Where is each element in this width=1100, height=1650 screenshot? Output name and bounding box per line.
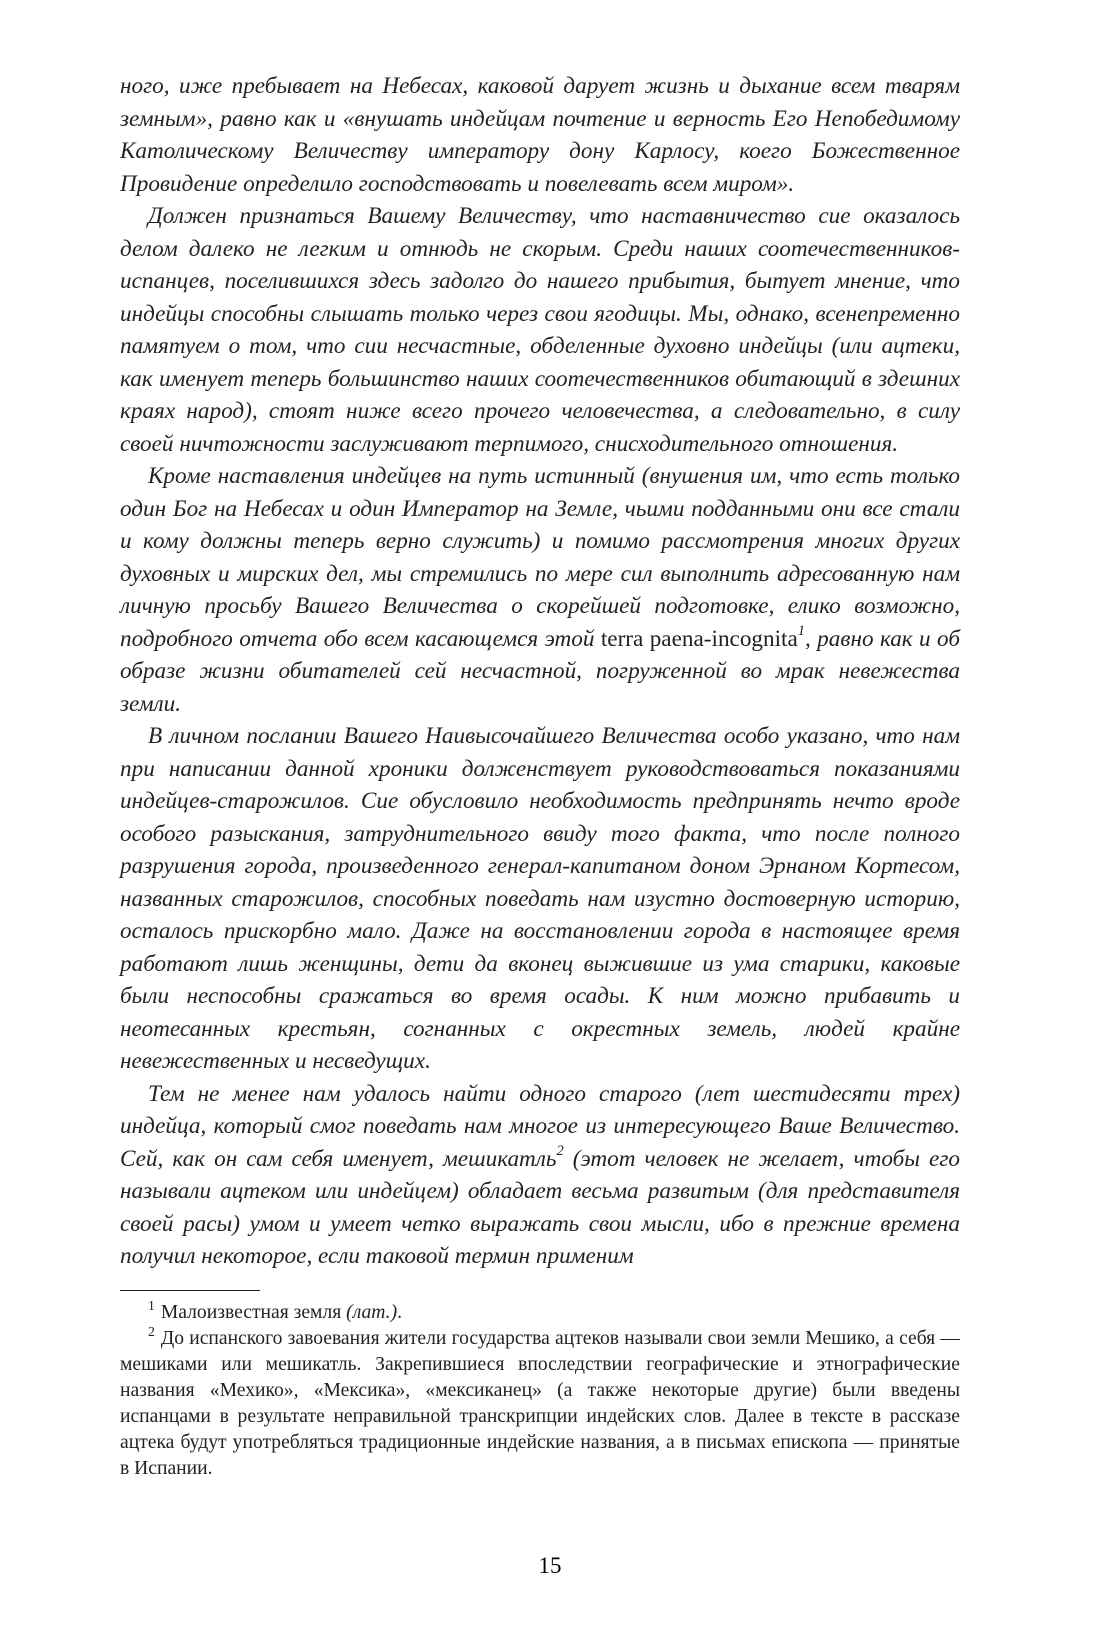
paragraph-3-text: Кроме наставления индейцев на путь истинный (внушения им, что есть только один Бог на Небесах и один Император на Земле, чьими подданными они все стали и кому должны теперь верно служить) и помимо рассмотрения многих других духовных и мирских дел, мы стремились по мере сил выполнить адресованную нам личную просьбу Вашего Величества о скорейшей подготовке, елико возможно, подробного отчета обо всем касающемся этой xyxy=(120,463,960,652)
main-text xyxy=(120,70,960,1273)
footnote-1-end: . xyxy=(397,1301,402,1323)
page-number: 15 xyxy=(538,1553,562,1578)
paragraph-5 xyxy=(120,1078,960,1273)
paragraph-1: ного, иже пребывает на Небесах, каковой дарует жизнь и дыхание всем тварям земным», равно как и «внушать индейцам почтение и верность Его Непобедимому Католическому Величеству императору дону Карлосу, коего Божественное Провидение определило господствовать и повелевать всем миром». xyxy=(120,73,960,197)
footnotes xyxy=(120,1297,960,1482)
footnote-1 xyxy=(120,1297,960,1326)
paragraph-4: В личном послании Вашего Наивысочайшего Величества особо указано, что нам при написании данной хроники долженствует руководствоваться показаниями индейцев-старожилов. Сие обусловило необходимость предпринять нечто вроде особого разыскания, затруднительного ввиду того факта, что после полного разрушения города, произведенного генерал-капитаном доном Эрнаном Кортесом, названных старожилов, способных поведать нам изустно достоверную историю, осталось прискорбно мало. Даже на восстановлении города в настоящее время работают лишь женщины, дети да вконец выжившие из ума старики, каковые были неспособны сражаться во время осады. К ним можно прибавить и неотесанных крестьян, согнанных с окрестных земель, людей крайне невежественных и несведущих. xyxy=(120,723,960,1074)
paragraph-3-text-end: , равно как и об образе жизни обитателей сей несчастной, погруженной во мрак невежества земли. xyxy=(120,625,961,717)
footnote-divider xyxy=(120,1290,260,1291)
footnote-ref-2: 2 xyxy=(556,1142,564,1159)
paragraph-5-text: Тем не менее нам удалось найти одного старого (лет шестидесяти трех) индейца, который смог поведать нам многое из интересующего Ваше Величество. Сей, как он сам себя именует, мешикатль xyxy=(120,1080,960,1172)
footnote-1-text: Малоизвестная земля xyxy=(160,1301,342,1323)
footnote-2-text: До испанского завоевания жители государства ацтеков называли свои земли Мешико, а себя — мешиками или мешикатль. Закрепившиеся впоследствии географические и этнографические названия «Мехико», «Мексика», «мексиканец» (а также некоторые другие) были введены испанцами в результате неправильной транскрипции индейских слов. Далее в тексте в рассказе ацтека будут употребляться традиционные индейские названия, а в письмах епископа — принятые в Испании. xyxy=(120,1327,960,1479)
paragraph-2: Должен признаться Вашему Величеству, что наставничество сие оказалось делом далеко не легким и отнюдь не скорым. Среди наших соотечественников-испанцев, поселившихся здесь задолго до нашего прибытия, бытует мнение, что индейцы способны слышать только через свои ягодицы. Мы, однако, всенепременно памятуем о том, что сии несчастные, обделенные духовно индейцы (или ацтеки, как именует теперь большинство наших соотечественников обитающий в здешних краях народ), стоят ниже всего прочего человечества, а следовательно, в силу своей ничтожности заслуживают терпимого, снисходительного отношения. xyxy=(120,203,960,457)
footnote-ref-1: 1 xyxy=(797,622,805,639)
footnote-2-number: 2 xyxy=(148,1323,155,1339)
footnote-2 xyxy=(120,1323,960,1482)
footnote-1-note: (лат.) xyxy=(346,1301,398,1323)
footnote-1-number: 1 xyxy=(148,1297,155,1313)
latin-phrase: terra paena-incognita xyxy=(600,625,798,652)
paragraph-5-text-end: (этот человек не желает, чтобы его называли ацтеком или индейцем) обладает весьма развитым (для представителя своей расы) умом и умеет четко выражать свои мысли, ибо в прежние времена получил некоторое, если таковой термин применим xyxy=(120,1145,960,1269)
paragraph-3 xyxy=(120,460,960,720)
